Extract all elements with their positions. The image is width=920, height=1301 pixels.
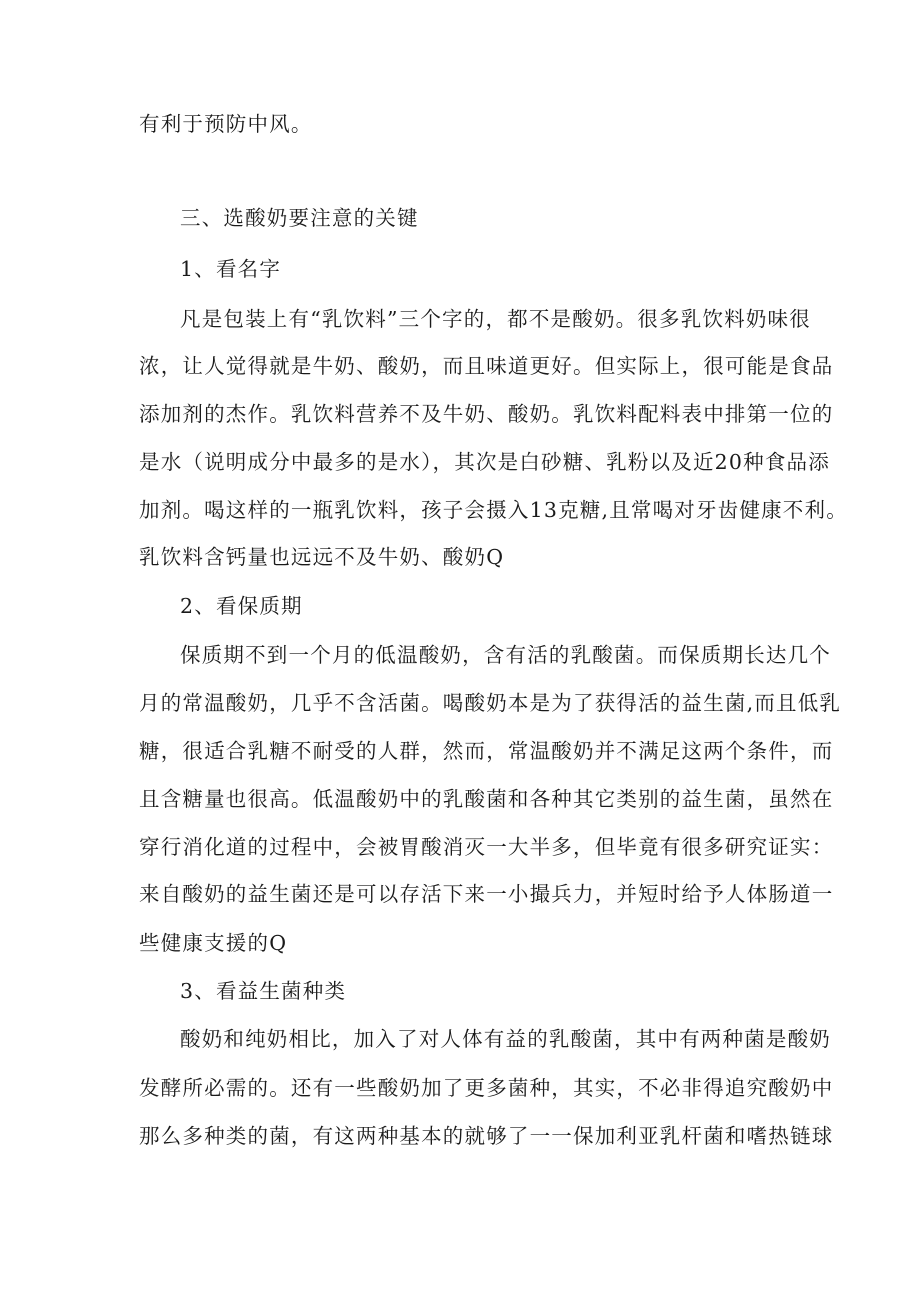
- paragraph-line: 些健康支援的Q: [139, 931, 288, 955]
- paragraph-line: 是水（说明成分中最多的是水），其次是白砂糖、乳粉以及近20种食品添: [139, 450, 830, 474]
- paragraph-line: 穿行消化道的过程中，会被胃酸消灭一大半多，但毕竟有很多研究证实：: [139, 835, 834, 859]
- paragraph-line: 浓，让人觉得就是牛奶、酸奶，而且味道更好。但实际上，很可能是食品: [139, 354, 834, 378]
- subsection-heading: 3、看益生菌种类: [180, 979, 347, 1003]
- paragraph-line: 糖，很适合乳糖不耐受的人群，然而，常温酸奶并不满足这两个条件，而: [139, 739, 834, 763]
- paragraph-line: 加剂。喝这样的一瓶乳饮料，孩子会摄入13克糖,且常喝对牙齿健康不利。: [139, 498, 848, 522]
- paragraph-line: 凡是包装上有“乳饮料”三个字的，都不是酸奶。很多乳饮料奶味很: [180, 307, 811, 331]
- paragraph-line: 来自酸奶的益生菌还是可以存活下来一小撮兵力，并短时给予人体肠道一: [139, 882, 834, 906]
- paragraph-line: 那么多种类的菌，有这两种基本的就够了一一保加利亚乳杆菌和嗜热链球: [139, 1124, 834, 1148]
- paragraph-line: 月的常温酸奶，几乎不含活菌。喝酸奶本是为了获得活的益生菌,而且低乳: [139, 691, 842, 715]
- paragraph-line: 且含糖量也很高。低温酸奶中的乳酸菌和各种其它类别的益生菌，虽然在: [139, 787, 834, 811]
- paragraph-line: 保质期不到一个月的低温酸奶，含有活的乳酸菌。而保质期长达几个: [180, 643, 831, 667]
- subsection-heading: 1、看名字: [180, 257, 282, 281]
- section-heading: 三、选酸奶要注意的关键: [180, 206, 419, 230]
- paragraph-line: 乳饮料含钙量也远远不及牛奶、酸奶Q: [139, 545, 505, 569]
- paragraph-line: 发酵所必需的。还有一些酸奶加了更多菌种，其实，不必非得追究酸奶中: [139, 1076, 834, 1100]
- paragraph-line: 有利于预防中风。: [139, 112, 313, 136]
- paragraph-line: 添加剂的杰作。乳饮料营养不及牛奶、酸奶。乳饮料配料表中排第一位的: [139, 402, 834, 426]
- paragraph-line: 酸奶和纯奶相比，加入了对人体有益的乳酸菌，其中有两种菌是酸奶: [180, 1027, 831, 1051]
- subsection-heading: 2、看保质期: [180, 594, 303, 618]
